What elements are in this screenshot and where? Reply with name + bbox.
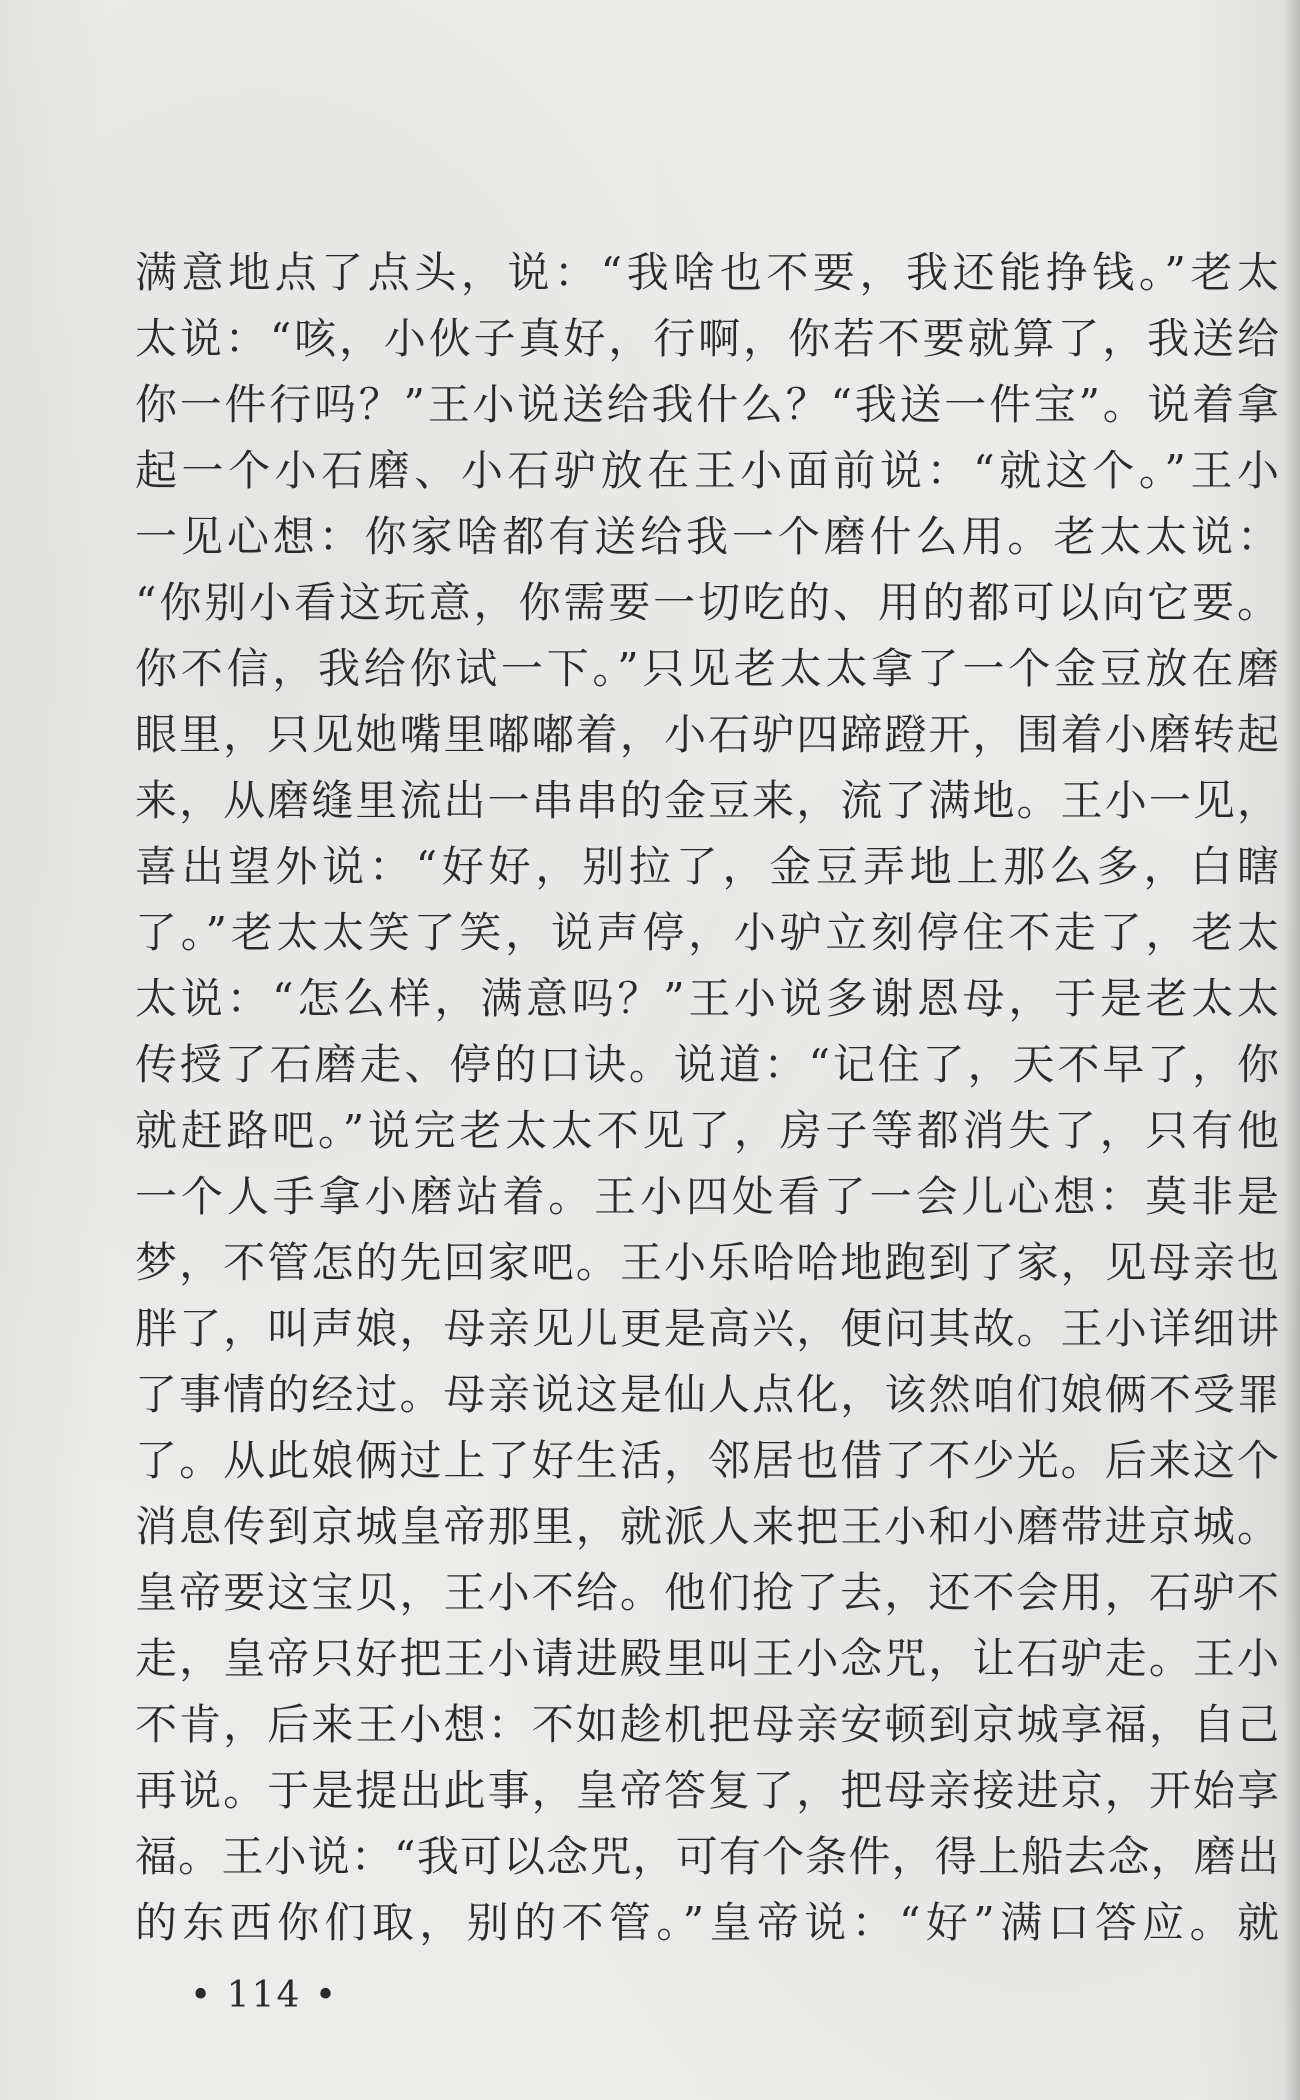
text-line: 满意地点了点头，说：“我啥也不要，我还能挣钱。”老太 bbox=[135, 248, 1280, 297]
text-line: 太说：“咳，小伙子真好，行啊，你若不要就算了，我送给 bbox=[135, 314, 1280, 363]
text-line: 走，皇帝只好把王小请进殿里叫王小念咒，让石驴走。王小 bbox=[135, 1634, 1280, 1683]
text-line: 一个人手拿小磨站着。王小四处看了一会儿心想：莫非是 bbox=[135, 1172, 1280, 1221]
page-edge-shadow bbox=[1284, 0, 1300, 2100]
text-line: 胖了，叫声娘，母亲见儿更是高兴，便问其故。王小详细讲 bbox=[135, 1304, 1280, 1353]
text-line: 来，从磨缝里流出一串串的金豆来，流了满地。王小一见， bbox=[135, 776, 1280, 825]
text-line: 皇帝要这宝贝，王小不给。他们抢了去，还不会用，石驴不 bbox=[135, 1568, 1280, 1617]
text-line: 你不信，我给你试一下。”只见老太太拿了一个金豆放在磨 bbox=[135, 644, 1280, 693]
text-line: 一见心想：你家啥都有送给我一个磨什么用。老太太说： bbox=[135, 512, 1280, 561]
text-line: 喜出望外说：“好好，别拉了，金豆弄地上那么多，白瞎 bbox=[135, 842, 1280, 891]
text-line: 梦，不管怎的先回家吧。王小乐哈哈地跑到了家，见母亲也 bbox=[135, 1238, 1280, 1287]
text-line: 消息传到京城皇帝那里，就派人来把王小和小磨带进京城。 bbox=[135, 1502, 1280, 1551]
text-line: 了。”老太太笑了笑，说声停，小驴立刻停住不走了，老太 bbox=[135, 908, 1280, 957]
text-line: 眼里，只见她嘴里嘟嘟着，小石驴四蹄蹬开，围着小磨转起 bbox=[135, 710, 1280, 759]
body-text bbox=[135, 240, 1280, 1956]
text-line: 福。王小说：“我可以念咒，可有个条件，得上船去念，磨出 bbox=[135, 1832, 1280, 1881]
text-line: “你别小看这玩意，你需要一切吃的、用的都可以向它要。 bbox=[135, 578, 1280, 627]
text-line: 就赶路吧。”说完老太太不见了，房子等都消失了，只有他 bbox=[135, 1106, 1280, 1155]
text-line: 了。从此娘俩过上了好生活，邻居也借了不少光。后来这个 bbox=[135, 1436, 1280, 1485]
text-line: 再说。于是提出此事，皇帝答复了，把母亲接进京，开始享 bbox=[135, 1766, 1280, 1815]
page-number: • 114 • bbox=[190, 1975, 339, 2016]
text-line: 太说：“怎么样，满意吗？”王小说多谢恩母，于是老太太 bbox=[135, 974, 1280, 1023]
text-line: 了事情的经过。母亲说这是仙人点化，该然咱们娘俩不受罪 bbox=[135, 1370, 1280, 1419]
text-line: 不肯，后来王小想：不如趁机把母亲安顿到京城享福，自己 bbox=[135, 1700, 1280, 1749]
text-line: 的东西你们取，别的不管。”皇帝说：“好”满口答应。就 bbox=[135, 1898, 1280, 1947]
text-line: 你一件行吗？”王小说送给我什么？“我送一件宝”。说着拿 bbox=[135, 380, 1280, 429]
text-line: 传授了石磨走、停的口诀。说道：“记住了，天不早了，你 bbox=[135, 1040, 1280, 1089]
text-line: 起一个小石磨、小石驴放在王小面前说：“就这个。”王小 bbox=[135, 446, 1280, 495]
